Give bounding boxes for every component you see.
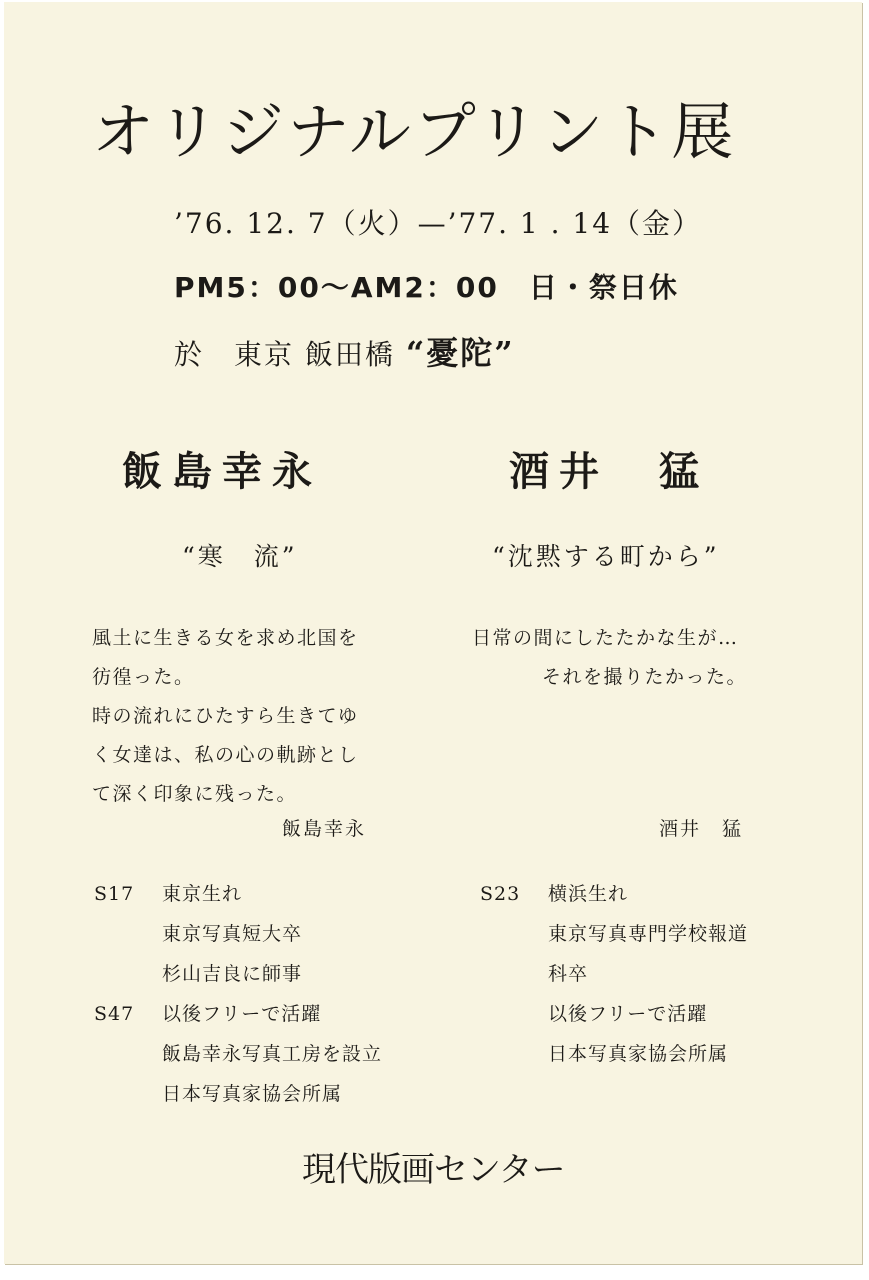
statement-line: く女達は、私の心の軌跡とし — [92, 744, 359, 766]
bio-text: 日本写真家協会所属 — [162, 1083, 343, 1105]
bio-year: S23 — [480, 883, 521, 905]
bio-text: 東京写真短大卒 — [162, 923, 303, 945]
statement-line: 彷徨った。 — [92, 666, 195, 688]
bio-text: 以後フリーで活躍 — [548, 1003, 708, 1025]
artist1-name: 飯島幸永 — [122, 449, 322, 495]
bio-year — [94, 914, 162, 954]
bio-text: 東京写真専門学校報道 — [548, 923, 749, 945]
bio-year: S47 — [94, 1003, 135, 1025]
bio-text: 飯島幸永写真工房を設立 — [162, 1043, 383, 1065]
exhibition-title: オリジナルプリント展 — [92, 95, 737, 168]
bio-row — [94, 914, 382, 954]
bio-text: 杉山吉良に師事 — [162, 963, 303, 985]
venue-name: “憂陀” — [405, 334, 515, 372]
bio-row — [480, 914, 748, 954]
artist2-name: 酒井 猛 — [509, 449, 709, 495]
bio-text: 日本写真家協会所属 — [548, 1043, 729, 1065]
artist2-signature: 酒井 猛 — [659, 818, 744, 840]
bio-year — [94, 1034, 162, 1074]
bio-year — [94, 954, 162, 994]
artist1-biography — [94, 874, 382, 1114]
bio-year: S17 — [94, 883, 135, 905]
bio-year — [480, 994, 548, 1034]
venue-prefix: 於 東京 飯田橋 — [174, 338, 395, 371]
organizer-name: 現代版画センター — [302, 1150, 565, 1190]
artist1-signature: 飯島幸永 — [282, 818, 367, 840]
artist2-biography — [480, 874, 748, 1074]
venue — [174, 328, 515, 374]
statement-line: て深く印象に残った。 — [92, 783, 298, 805]
bio-row — [94, 1034, 382, 1074]
bio-year — [94, 1074, 162, 1114]
exhibition-card — [4, 2, 862, 1264]
bio-row — [94, 954, 382, 994]
bio-year — [480, 914, 548, 954]
bio-text: 科卒 — [548, 963, 589, 985]
artist1-work-title: “寒 流” — [182, 542, 298, 571]
bio-row — [480, 994, 748, 1034]
bio-year — [480, 1034, 548, 1074]
artist2-work-title: “沈黙する町から” — [492, 542, 720, 571]
bio-text: 以後フリーで活躍 — [162, 1003, 322, 1025]
bio-row — [480, 954, 748, 994]
exhibition-dates: ’76. 12. 7（火）—’77. 1 . 14（金） — [174, 207, 703, 240]
statement-line: 時の流れにひたすら生きてゆ — [92, 705, 359, 727]
bio-text: 東京生れ — [162, 883, 243, 905]
statement-line: 風土に生きる女を求め北国を — [92, 627, 359, 649]
bio-row — [480, 874, 748, 914]
statement-line: それを撮りたかった。 — [542, 666, 748, 688]
artist2-statement — [472, 619, 747, 697]
bio-row — [94, 874, 382, 914]
bio-year — [480, 954, 548, 994]
bio-row — [94, 994, 382, 1034]
bio-row — [94, 1074, 382, 1114]
bio-row — [480, 1034, 748, 1074]
bio-text: 横浜生れ — [548, 883, 629, 905]
statement-line: 日常の間にしたたかな生が… — [472, 627, 739, 649]
opening-hours: PM5：00～AM2：00 日・祭日休 — [174, 271, 679, 304]
artist1-statement — [92, 619, 359, 814]
